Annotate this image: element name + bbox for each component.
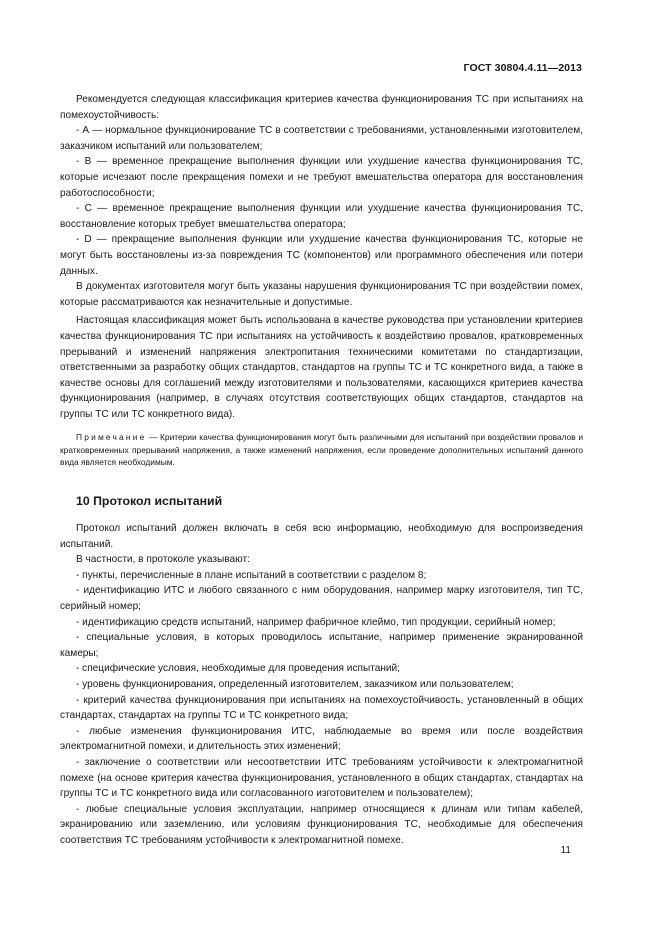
paragraph: В частности, в протоколе указывают: <box>76 554 250 566</box>
list-item: - критерий качества функционирования при испытаниях на помехоустойчивость, установленный в общих стандартах, стандартах на группы ТС и ТС конкретного вида; <box>60 694 583 722</box>
note-dash: — <box>146 432 161 443</box>
list-item: - D — прекращение выполнения функции или ухудшение качества функционирования ТС, которые не могут быть восстановлены из-за повреждения ТС (компонентов) или программного обеспечения или потери данных. <box>60 234 583 277</box>
list-item: - идентификацию ИТС и любого связанного с ним оборудования, например марку изготовителя, тип ТС, серийный номер; <box>60 585 583 613</box>
section-title: 10 Протокол испытаний <box>76 494 223 509</box>
list-item: - идентификацию средств испытаний, например фабричное клеймо, тип продукции, серийный номер; <box>76 616 556 628</box>
note <box>60 431 583 468</box>
list-item: - уровень функционирования, определенный изготовителем, заказчиком или пользователем; <box>76 679 514 691</box>
list-item: - любые специальные условия эксплуатации, например относящиеся к длинам или типам кабелей, экранированию или заземлению, или условиям функционирования ТС, необходимые для обеспечения соответствия ТС требованиям устойчивости к электромагнитной помехе. <box>60 803 583 846</box>
list-item: - В — временное прекращение выполнения функции или ухудшение качества функционирования ТС, которые исчезают после прекращения помехи и не требуют вмешательства оператора для восстановления работоспособности; <box>60 156 583 199</box>
note-label: Примечание <box>76 432 147 443</box>
list-item: - заключение о соответствии или несоответствии ИТС требованиям устойчивости к электромагнитной помехе (на основе критерия качества функционирования, установленного в общих стандартах, стандартах на группы ТС и ТС конкретного вида или согласованного изготовителем и пользователем); <box>60 756 583 800</box>
document-code: ГОСТ 30804.4.11—2013 <box>463 62 582 74</box>
paragraph: Рекомендуется следующая классификация критериев качества функционирования ТС при испытаниях на помехоустойчивость: <box>60 94 583 121</box>
list-item: - любые изменения функционирования ИТС, наблюдаемые во время или после воздействия электромагнитной помехи, и длительность этих изменений; <box>60 725 583 753</box>
document-body <box>60 92 583 849</box>
paragraph: В документах изготовителя могут быть указаны нарушения функционирования ТС при воздействии помех, которые рассматриваются как незначительные и допустимые. <box>60 281 583 308</box>
list-item: - специальные условия, в которых проводилось испытание, например применение экранированной камеры; <box>60 632 583 659</box>
paragraph: Настоящая классификация может быть использована в качестве руководства при установлении критериев качества функционирования ТС при испытаниях на устойчивость к воздействию провалов, кратковременных прерываний и изменений напряжения электропитания техническими комитетами по стандартизации, ответственными за разработку общих стандартов, стандартов на группы ТС и ТС конкретного вида, а также в качестве основы для соглашений между изготовителями и пользователями, касающихся критериев качества функционирования (например, в случаях отсутствия соответствующих общих стандартов, стандартов на группы ТС или ТС конкретного вида). <box>60 315 583 420</box>
page-number: 11 <box>560 845 571 856</box>
list-item: - С — временное прекращение выполнения функции или ухудшение качества функционирования ТС, восстановление которых требует вмешательства оператора; <box>60 203 583 230</box>
note-text: Критерии качества функционирования могут быть различными для испытаний при воздействии провалов и кратковременных прерываний напряжения, а также изменений напряжения, если проведение дополнительных испытаний данного вида является необходимым. <box>60 432 584 467</box>
paragraph: Протокол испытаний должен включать в себя всю информацию, необходимую для воспроизведения испытаний. <box>60 523 583 550</box>
list-item: - А — нормальное функционирование ТС в соответствии с требованиями, установленными изготовителем, заказчиком испытаний или пользователем; <box>60 125 583 152</box>
list-item: - специфические условия, необходимые для проведения испытаний; <box>76 663 400 675</box>
list-item: - пункты, перечисленные в плане испытаний в соответствии с разделом 8; <box>76 569 427 581</box>
